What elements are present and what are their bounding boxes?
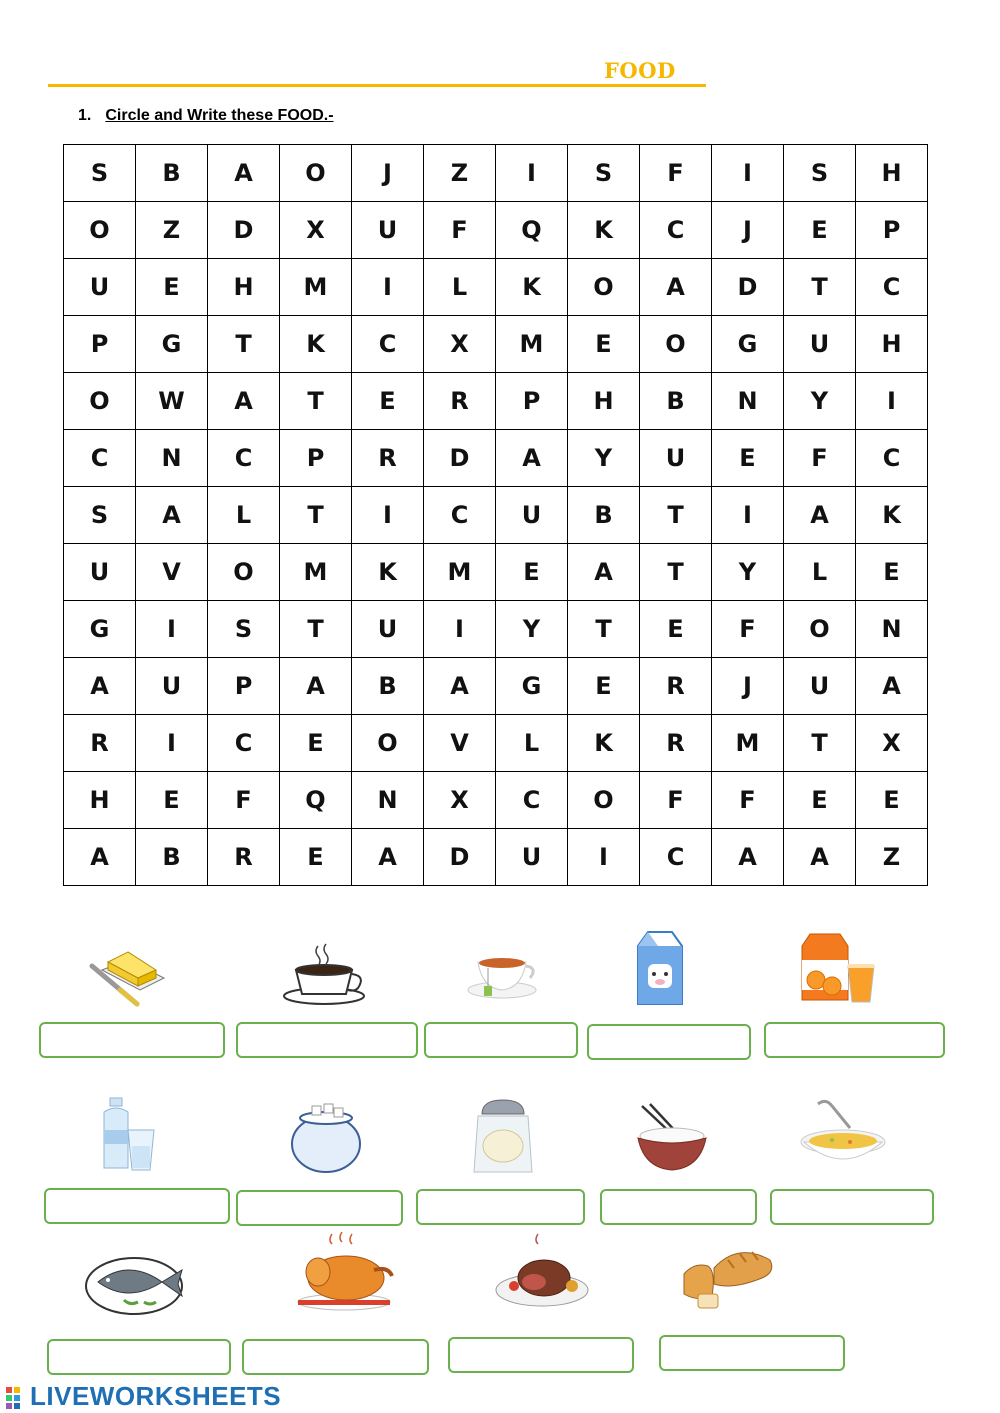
grid-cell[interactable]: G (712, 316, 784, 373)
grid-cell[interactable]: B (136, 145, 208, 202)
grid-cell[interactable]: B (352, 658, 424, 715)
grid-row (64, 430, 928, 487)
grid-row (64, 316, 928, 373)
answer-box-salt[interactable] (416, 1189, 585, 1225)
instruction (78, 107, 334, 125)
grid-cell[interactable]: O (280, 145, 352, 202)
instruction-number: 1. (78, 107, 92, 124)
grid-row (64, 601, 928, 658)
grid-cell[interactable]: Z (856, 829, 928, 886)
grid-cell[interactable]: J (352, 145, 424, 202)
grid-cell[interactable]: G (136, 316, 208, 373)
grid-cell[interactable]: Q (280, 772, 352, 829)
answer-box-water[interactable] (44, 1188, 230, 1224)
tea-icon (466, 948, 542, 1004)
grid-cell[interactable]: A (640, 259, 712, 316)
grid-cell[interactable]: E (856, 772, 928, 829)
grid-cell[interactable]: I (424, 601, 496, 658)
grid-cell[interactable]: O (64, 202, 136, 259)
grid-cell[interactable]: D (208, 202, 280, 259)
grid-cell[interactable]: R (208, 829, 280, 886)
grid-cell[interactable]: L (784, 544, 856, 601)
grid-cell[interactable]: L (496, 715, 568, 772)
grid-cell[interactable]: K (496, 259, 568, 316)
grid-cell[interactable]: K (280, 316, 352, 373)
grid-cell[interactable]: U (64, 544, 136, 601)
answer-box-fish[interactable] (47, 1339, 231, 1375)
grid-cell[interactable]: G (496, 658, 568, 715)
grid-cell[interactable]: E (280, 715, 352, 772)
grid-cell[interactable]: Y (784, 373, 856, 430)
grid-cell[interactable]: C (352, 316, 424, 373)
answer-box-meat[interactable] (448, 1337, 634, 1373)
grid-cell[interactable]: U (784, 658, 856, 715)
grid-row (64, 259, 928, 316)
grid-cell[interactable]: E (784, 202, 856, 259)
juice-icon (796, 930, 878, 1006)
answer-box-milk[interactable] (587, 1024, 751, 1060)
grid-cell[interactable]: P (496, 373, 568, 430)
grid-cell[interactable]: F (208, 772, 280, 829)
answer-box-chicken[interactable] (242, 1339, 429, 1375)
grid-cell[interactable]: O (784, 601, 856, 658)
grid-cell[interactable]: U (496, 487, 568, 544)
grid-cell[interactable]: F (640, 772, 712, 829)
grid-cell[interactable]: S (64, 145, 136, 202)
grid-cell[interactable]: E (640, 601, 712, 658)
grid-cell[interactable]: C (640, 202, 712, 259)
answer-box-rice[interactable] (600, 1189, 757, 1225)
grid-cell[interactable]: C (208, 430, 280, 487)
grid-cell[interactable]: W (136, 373, 208, 430)
liveworksheets-logo-icon (6, 1387, 28, 1409)
answer-box-sugar[interactable] (236, 1190, 403, 1226)
grid-cell[interactable]: A (856, 658, 928, 715)
grid-cell[interactable]: C (856, 430, 928, 487)
grid-cell[interactable]: Y (496, 601, 568, 658)
grid-cell[interactable]: U (496, 829, 568, 886)
grid-cell[interactable]: P (208, 658, 280, 715)
grid-cell[interactable]: P (280, 430, 352, 487)
grid-cell[interactable]: A (280, 658, 352, 715)
grid-cell[interactable]: I (136, 715, 208, 772)
grid-cell[interactable]: E (136, 259, 208, 316)
rice-icon (632, 1102, 712, 1174)
grid-cell[interactable]: X (424, 772, 496, 829)
grid-cell[interactable]: C (856, 259, 928, 316)
grid-cell[interactable]: U (352, 601, 424, 658)
chicken-icon (294, 1230, 396, 1314)
grid-cell[interactable]: Y (712, 544, 784, 601)
grid-cell[interactable]: B (136, 829, 208, 886)
grid-cell[interactable]: R (64, 715, 136, 772)
grid-cell[interactable]: E (784, 772, 856, 829)
grid-cell[interactable]: H (856, 145, 928, 202)
title-underline (48, 84, 706, 87)
grid-cell[interactable]: M (280, 259, 352, 316)
butter-icon (82, 940, 168, 1010)
grid-cell[interactable]: H (568, 373, 640, 430)
grid-cell[interactable]: A (784, 487, 856, 544)
fish-icon (84, 1244, 188, 1318)
grid-cell[interactable]: F (640, 145, 712, 202)
grid-cell[interactable]: H (208, 259, 280, 316)
grid-cell[interactable]: S (568, 145, 640, 202)
grid-cell[interactable]: E (280, 829, 352, 886)
grid-cell[interactable]: N (136, 430, 208, 487)
grid-cell[interactable]: V (424, 715, 496, 772)
grid-cell[interactable]: A (496, 430, 568, 487)
grid-cell[interactable]: M (280, 544, 352, 601)
grid-cell[interactable]: A (136, 487, 208, 544)
grid-cell[interactable]: K (352, 544, 424, 601)
word-search-grid (63, 144, 928, 886)
grid-cell[interactable]: A (352, 829, 424, 886)
grid-cell[interactable]: T (280, 487, 352, 544)
grid-cell[interactable]: T (640, 487, 712, 544)
grid-cell[interactable]: E (136, 772, 208, 829)
grid-cell[interactable]: X (280, 202, 352, 259)
grid-cell[interactable]: P (856, 202, 928, 259)
grid-cell[interactable]: K (856, 487, 928, 544)
grid-cell[interactable]: O (640, 316, 712, 373)
grid-cell[interactable]: C (64, 430, 136, 487)
grid-cell[interactable]: N (352, 772, 424, 829)
grid-row (64, 373, 928, 430)
grid-cell[interactable]: E (568, 658, 640, 715)
grid-cell[interactable]: U (352, 202, 424, 259)
answer-box-soup[interactable] (770, 1189, 934, 1225)
grid-cell[interactable]: S (784, 145, 856, 202)
answer-box-butter[interactable] (39, 1022, 225, 1058)
grid-row (64, 829, 928, 886)
grid-cell[interactable]: I (712, 487, 784, 544)
grid-cell[interactable]: K (568, 202, 640, 259)
grid-cell[interactable]: O (64, 373, 136, 430)
grid-cell[interactable]: O (568, 772, 640, 829)
grid-cell[interactable]: L (424, 259, 496, 316)
grid-row (64, 715, 928, 772)
grid-cell[interactable]: F (712, 601, 784, 658)
grid-cell[interactable]: B (568, 487, 640, 544)
grid-cell[interactable]: G (64, 601, 136, 658)
grid-cell[interactable]: R (640, 715, 712, 772)
grid-cell[interactable]: T (280, 601, 352, 658)
grid-cell[interactable]: U (64, 259, 136, 316)
grid-cell[interactable]: K (568, 715, 640, 772)
grid-cell[interactable]: J (712, 658, 784, 715)
grid-row (64, 202, 928, 259)
grid-row (64, 487, 928, 544)
grid-cell[interactable]: F (784, 430, 856, 487)
answer-box-tea[interactable] (424, 1022, 578, 1058)
grid-cell[interactable]: A (424, 658, 496, 715)
grid-cell[interactable]: N (712, 373, 784, 430)
water-icon (96, 1096, 160, 1174)
grid-cell[interactable]: T (568, 601, 640, 658)
grid-cell[interactable]: A (712, 829, 784, 886)
grid-cell[interactable]: M (712, 715, 784, 772)
grid-cell[interactable]: J (712, 202, 784, 259)
grid-cell[interactable]: A (568, 544, 640, 601)
grid-cell[interactable]: Z (424, 145, 496, 202)
grid-cell[interactable]: U (640, 430, 712, 487)
grid-cell[interactable]: R (640, 658, 712, 715)
grid-cell[interactable]: A (208, 373, 280, 430)
grid-cell[interactable]: I (712, 145, 784, 202)
grid-cell[interactable]: C (208, 715, 280, 772)
grid-cell[interactable]: M (496, 316, 568, 373)
grid-cell[interactable]: R (352, 430, 424, 487)
grid-cell[interactable]: F (424, 202, 496, 259)
grid-cell[interactable]: O (208, 544, 280, 601)
grid-cell[interactable]: E (712, 430, 784, 487)
grid-cell[interactable]: A (784, 829, 856, 886)
coffee-icon (282, 940, 370, 1008)
footer-brand-text: LIVEWORKSHEETS (30, 1381, 282, 1411)
grid-cell[interactable]: R (424, 373, 496, 430)
grid-cell[interactable]: H (856, 316, 928, 373)
grid-cell[interactable]: D (712, 259, 784, 316)
grid-cell[interactable]: F (712, 772, 784, 829)
grid-cell[interactable]: D (424, 430, 496, 487)
page-title: FOOD (604, 58, 676, 83)
grid-cell[interactable]: M (424, 544, 496, 601)
grid-cell[interactable]: U (784, 316, 856, 373)
grid-cell[interactable]: T (280, 373, 352, 430)
grid-cell[interactable]: I (352, 259, 424, 316)
grid-cell[interactable]: E (352, 373, 424, 430)
grid-cell[interactable]: E (496, 544, 568, 601)
answer-box-juice[interactable] (764, 1022, 945, 1058)
grid-cell[interactable]: C (424, 487, 496, 544)
grid-cell[interactable]: I (496, 145, 568, 202)
grid-cell[interactable]: X (856, 715, 928, 772)
grid-cell[interactable]: S (64, 487, 136, 544)
grid-cell[interactable]: P (64, 316, 136, 373)
footer-brand (6, 1381, 281, 1412)
grid-cell[interactable]: D (424, 829, 496, 886)
meat-icon (494, 1232, 592, 1314)
grid-cell[interactable]: Z (136, 202, 208, 259)
grid-row (64, 658, 928, 715)
grid-cell[interactable]: T (208, 316, 280, 373)
instruction-text: Circle and Write these FOOD.- (105, 107, 334, 124)
grid-cell[interactable]: H (64, 772, 136, 829)
soup-icon (798, 1096, 888, 1174)
grid-cell[interactable]: I (352, 487, 424, 544)
grid-cell[interactable]: O (352, 715, 424, 772)
grid-cell[interactable]: E (856, 544, 928, 601)
grid-cell[interactable]: S (208, 601, 280, 658)
grid-cell[interactable]: V (136, 544, 208, 601)
grid-cell[interactable]: O (568, 259, 640, 316)
grid-cell[interactable]: B (640, 373, 712, 430)
grid-cell[interactable]: C (496, 772, 568, 829)
grid-cell[interactable]: T (640, 544, 712, 601)
grid-cell[interactable]: U (136, 658, 208, 715)
grid-cell[interactable]: I (136, 601, 208, 658)
answer-box-bread[interactable] (659, 1335, 845, 1371)
sugar-icon (286, 1100, 366, 1174)
grid-cell[interactable]: A (64, 829, 136, 886)
grid-cell[interactable]: T (784, 259, 856, 316)
answer-box-coffee[interactable] (236, 1022, 418, 1058)
grid-cell[interactable]: N (856, 601, 928, 658)
grid-row (64, 145, 928, 202)
grid-cell[interactable]: L (208, 487, 280, 544)
grid-cell[interactable]: E (568, 316, 640, 373)
grid-cell[interactable]: I (856, 373, 928, 430)
grid-cell[interactable]: Q (496, 202, 568, 259)
grid-cell[interactable]: X (424, 316, 496, 373)
bread-icon (678, 1244, 774, 1312)
grid-cell[interactable]: Y (568, 430, 640, 487)
grid-cell[interactable]: I (568, 829, 640, 886)
grid-cell[interactable]: C (640, 829, 712, 886)
grid-row (64, 772, 928, 829)
milk-icon (630, 928, 690, 1008)
grid-cell[interactable]: A (64, 658, 136, 715)
grid-cell[interactable]: A (208, 145, 280, 202)
grid-cell[interactable]: T (784, 715, 856, 772)
grid-row (64, 544, 928, 601)
salt-icon (470, 1098, 536, 1176)
